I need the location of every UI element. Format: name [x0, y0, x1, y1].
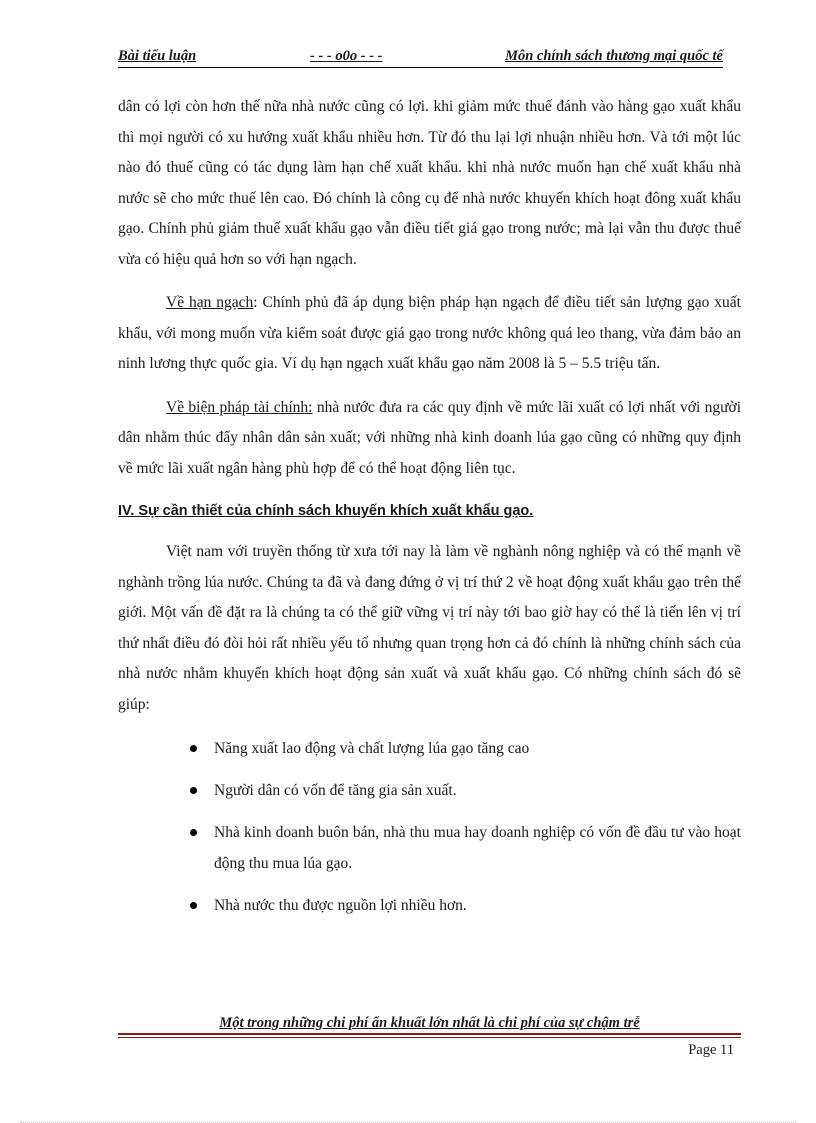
- header-rule: [118, 67, 723, 68]
- list-item: Nhà nước thu được nguồn lợi nhiều hơn.: [118, 890, 741, 921]
- paragraph-necessity: Việt nam với truyền thống từ xưa tới nay là làm về nghành nông nghiệp và có thế mạnh về nghành trồng lúa nước. Chúng ta đã và đang đứng ở vị trí thứ 2 về hoạt động xuất khẩu gạo trên thế giới. Một vấn đề đặt ra là chúng ta có thể giữ vững vị trí này tới bao giờ hay có thể là tiến lên vị trí thứ nhất điều đó đòi hỏi rất nhiều yếu tố nhưng quan trọng hơn cả đó chính là những chính sách của nhà nước nhằm khuyến khích hoạt động sản xuất và xuất khẩu gạo. Có những chính sách đó sẽ giúp:: [118, 543, 741, 713]
- benefits-list: [118, 733, 741, 921]
- section-heading-iv: IV. Sự cần thiết của chính sách khuyến khích xuất khẩu gạo.: [118, 503, 534, 519]
- footer-rule-thin: [118, 1037, 741, 1038]
- paragraph-finance: [118, 393, 741, 485]
- list-item: Năng xuất lao động và chất lượng lúa gạo tăng cao: [118, 733, 741, 764]
- page-header: [118, 48, 723, 68]
- bullet-icon: [190, 745, 197, 752]
- footer-rule-thick: [118, 1033, 741, 1035]
- quota-label: Về hạn ngạch: [166, 294, 254, 311]
- header-separator: - - - o0o - - -: [310, 48, 383, 64]
- bullet-icon: [190, 829, 197, 836]
- document-body: [118, 92, 741, 932]
- header-course-title: Môn chính sách thương mại quốc tế: [505, 48, 723, 64]
- bullet-icon: [190, 902, 197, 909]
- paragraph-tax: dân có lợi còn hơn thế nữa nhà nước cũng có lợi. khi giảm mức thuế đánh vào hàng gạo xuất khẩu thì mọi người có xu hướng xuất khẩu nhiều hơn. Từ đó thu lại lợi nhuận nhiều hơn. Và tới một lúc nào đó thuế cũng có tác dụng làm hạn chế xuất khẩu. khi nhà nước muốn hạn chế xuất khẩu nhà nước sẽ cho mức thuế lên cao. Đó chính là công cụ để nhà nước khuyến khích hoạt đông xuất khẩu gạo. Chính phủ giảm thuế xuất khẩu gạo vẫn điều tiết giá gạo trong nước; mà lại vẫn thu được thuế vừa có hiệu quả hơn so với hạn ngạch.: [118, 98, 741, 268]
- footer-quote: Một trong những chi phí ẩn khuất lớn nhất là chi phí của sự chậm trễ: [219, 1015, 640, 1031]
- finance-text: nhà nước đưa ra các quy định về mức lãi xuất có lợi nhất với người dân nhằm thúc đẩy nhân dân sản xuất; với những nhà kinh doanh lúa gạo cũng có những quy định về mức lãi xuất ngân hàng phù hợp để có thể hoạt động liên tục.: [118, 398, 742, 477]
- list-item: Người dân có vốn để tăng gia sản xuất.: [118, 775, 741, 806]
- paragraph-quota: [118, 288, 741, 380]
- page-number: Page 11: [688, 1042, 734, 1058]
- list-item: Nhà kinh doanh buôn bán, nhà thu mua hay doanh nghiệp có vốn đề đầu tư vào hoạt động thu mua lúa gạo.: [118, 817, 741, 879]
- quota-text: : Chính phủ đã áp dụng biện pháp hạn ngạch để điều tiết sản lượng gạo xuất khẩu, với mong muốn vừa kiểm soát được giá gạo trong nước không quá leo thang, vừa đảm bảo an ninh lương thực quốc gia. Ví dụ hạn ngạch xuất khẩu gạo năm 2008 là 5 – 5.5 triệu tấn.: [118, 294, 741, 372]
- header-left-title: Bài tiểu luận: [118, 48, 197, 64]
- finance-label: Về biện pháp tài chính:: [166, 398, 313, 416]
- bullet-icon: [190, 787, 197, 794]
